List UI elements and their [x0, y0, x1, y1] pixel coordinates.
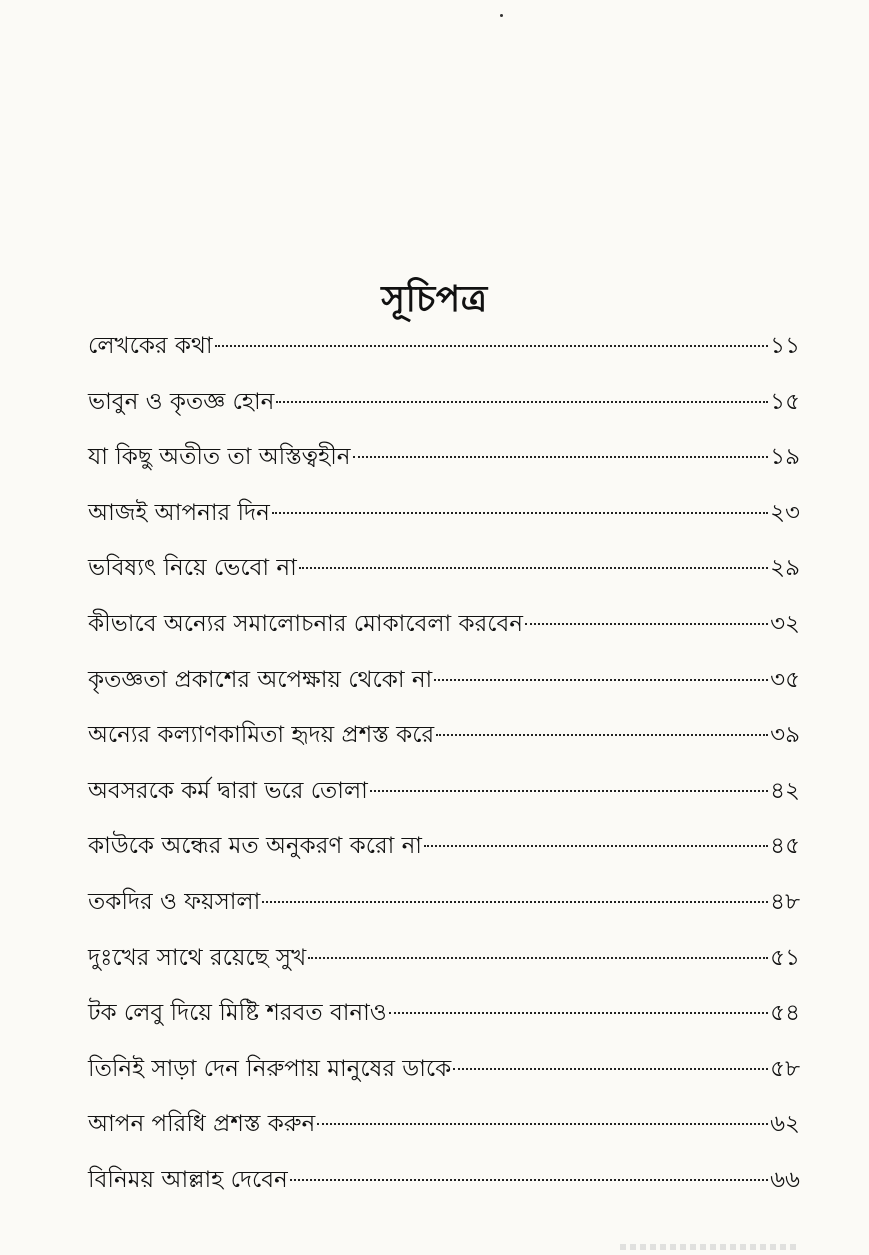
- dot-leader: [389, 1012, 768, 1014]
- toc-entry-page: ৬৬: [770, 1166, 800, 1193]
- toc-entry: [88, 330, 800, 386]
- toc-entry-title: বিনিময় আল্লাহ দেবেন: [88, 1166, 288, 1193]
- toc-entry: [88, 1164, 800, 1220]
- toc-entry: [88, 1108, 800, 1164]
- toc-entry-title: তকদির ও ফয়সালা: [88, 888, 261, 915]
- dot-leader: [353, 456, 769, 458]
- toc-entry-page: ৬২: [770, 1111, 800, 1138]
- toc-entry: [88, 942, 800, 998]
- toc-entry-page: ৫১: [770, 944, 800, 971]
- dot-leader: [525, 623, 768, 625]
- toc-entry-title: আপন পরিধি প্রশস্ত করুন: [88, 1111, 316, 1138]
- dot-leader: [436, 734, 768, 736]
- toc-entry-title: ভবিষ্যৎ নিয়ে ভেবো না: [88, 555, 297, 582]
- dot-leader: [272, 512, 768, 514]
- toc-entry-title: টক লেবু দিয়ে মিষ্টি শরবত বানাও: [88, 1000, 387, 1027]
- toc-entry-title: কীভাবে অন্যের সমালোচনার মোকাবেলা করবেন: [88, 610, 524, 637]
- toc-entry: [88, 552, 800, 608]
- dot-leader: [453, 1068, 768, 1070]
- toc-entry-title: অন্যের কল্যাণকামিতা হৃদয় প্রশস্ত করে: [88, 722, 435, 749]
- toc-entry-page: ৩৫: [770, 666, 800, 693]
- toc-entry-title: কৃতজ্ঞতা প্রকাশের অপেক্ষায় থেকো না: [88, 666, 433, 693]
- toc-entry-page: ১৫: [770, 388, 800, 415]
- toc-entry-page: ৫৪: [770, 1000, 800, 1027]
- dot-leader: [317, 1123, 768, 1125]
- toc-entry: [88, 719, 800, 775]
- toc-entry: [88, 830, 800, 886]
- toc-entry-page: ৪২: [770, 777, 800, 804]
- toc-entry-title: ভাবুন ও কৃতজ্ঞ হোন: [88, 388, 275, 415]
- toc-entry-title: দুঃখের সাথে রয়েছে সুখ: [88, 944, 307, 971]
- toc-entry-title: লেখকের কথা: [88, 333, 213, 359]
- table-of-contents: [88, 330, 800, 1220]
- toc-entry-title: যা কিছু অতীত তা অস্তিত্বহীন: [88, 444, 351, 471]
- toc-entry-title: তিনিই সাড়া দেন নিরুপায় মানুষের ডাকে: [88, 1055, 452, 1082]
- toc-entry-page: ১১: [770, 333, 800, 359]
- toc-entry: [88, 441, 800, 497]
- toc-entry: [88, 886, 800, 942]
- dot-leader: [424, 845, 768, 847]
- dot-leader: [370, 790, 768, 792]
- toc-entry-page: ২৯: [770, 555, 800, 582]
- toc-entry: [88, 664, 800, 720]
- dot-leader: [215, 345, 769, 347]
- toc-entry-title: অবসরকে কর্ম দ্বারা ভরে তোলা: [88, 777, 368, 804]
- dot-leader: [299, 567, 768, 569]
- toc-entry-page: ৩৯: [770, 722, 800, 749]
- dot-leader: [276, 401, 768, 403]
- toc-entry-page: ২৩: [770, 499, 800, 526]
- page-speck: [500, 14, 503, 17]
- toc-entry-page: ৫৮: [770, 1055, 800, 1082]
- toc-entry: [88, 608, 800, 664]
- toc-entry-title: কাউকে অন্ধের মত অনুকরণ করো না: [88, 833, 422, 860]
- toc-entry-page: ৪৫: [770, 833, 800, 860]
- toc-entry-title: আজই আপনার দিন: [88, 499, 270, 526]
- toc-entry: [88, 775, 800, 831]
- dot-leader: [290, 1179, 768, 1181]
- dot-leader: [434, 679, 768, 681]
- toc-entry: [88, 497, 800, 553]
- toc-entry-page: ১৯: [770, 444, 800, 471]
- toc-entry: [88, 997, 800, 1053]
- toc-entry-page: ৩২: [770, 610, 800, 637]
- toc-entry: [88, 1053, 800, 1109]
- dot-leader: [262, 901, 768, 903]
- bottom-edge-mark: [620, 1244, 800, 1250]
- page-title: সূচিপত্র: [381, 278, 488, 321]
- toc-entry-page: ৪৮: [770, 888, 800, 915]
- dot-leader: [308, 957, 768, 959]
- toc-entry: [88, 386, 800, 442]
